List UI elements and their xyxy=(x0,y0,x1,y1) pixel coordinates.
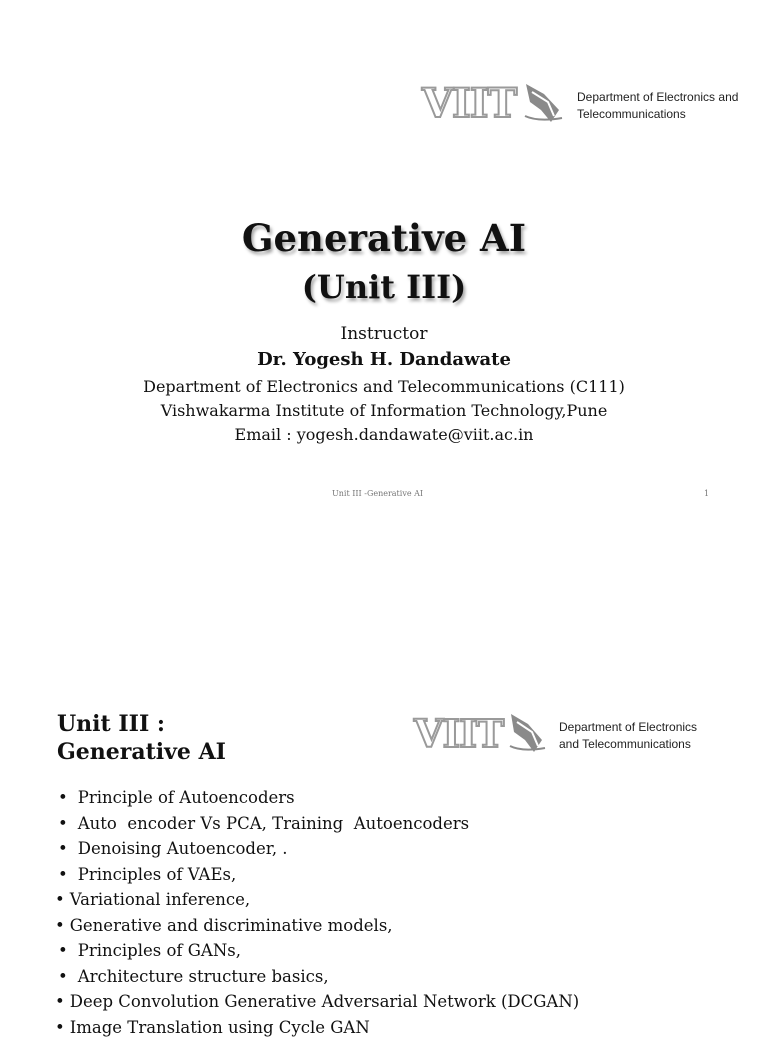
topic-text: Variational inference, xyxy=(70,890,250,909)
list-item xyxy=(55,1015,579,1040)
institute-text: Vishwakarma Institute of Information Technology,Pune xyxy=(0,401,768,420)
topic-text: Principles of VAEs, xyxy=(78,865,236,884)
topic-text: Denoising Autoencoder, . xyxy=(78,839,288,858)
topic-text: Principles of GANs, xyxy=(78,941,241,960)
logo-department-line1: Department of Electronics and xyxy=(577,89,747,106)
bullet: • xyxy=(58,964,68,990)
instructor-name: Dr. Yogesh H. Dandawate xyxy=(0,349,768,370)
logo-department-line2: Telecommunications xyxy=(577,106,747,123)
list-item xyxy=(55,964,579,990)
slide-title: Generative AI xyxy=(0,216,768,260)
unit-heading-line2: Generative AI xyxy=(57,738,226,766)
viit-logo xyxy=(414,710,699,758)
bullet: • xyxy=(58,938,68,964)
slide-footer: Unit III -Generative AI xyxy=(332,489,423,498)
bullet: • xyxy=(58,836,68,862)
topic-text: Principle of Autoencoders xyxy=(78,788,295,807)
logo-mark-text: VIIT xyxy=(413,711,504,756)
topics-slide xyxy=(0,690,768,1024)
logo-mark-text: VIIT xyxy=(421,80,517,127)
list-item xyxy=(55,836,579,862)
topic-text: Auto encoder Vs PCA, Training Autoencoders xyxy=(78,814,469,833)
topic-text: Image Translation using Cycle GAN xyxy=(70,1018,370,1037)
list-item xyxy=(55,989,579,1015)
bullet: • xyxy=(55,989,65,1015)
list-item xyxy=(55,862,579,888)
bullet: • xyxy=(55,913,65,939)
bullet: • xyxy=(58,811,68,837)
bullet: • xyxy=(58,785,68,811)
wing-icon xyxy=(510,714,545,752)
list-item xyxy=(55,938,579,964)
logo-department-line1: Department of Electronics xyxy=(559,719,699,736)
bullet: • xyxy=(55,1015,65,1040)
email-text: Email : yogesh.dandawate@viit.ac.in xyxy=(0,425,768,444)
bullet: • xyxy=(58,862,68,888)
unit-heading-line1: Unit III : xyxy=(57,710,226,738)
topic-text: Architecture structure basics, xyxy=(78,967,329,986)
topic-text: Deep Convolution Generative Adversarial Network (DCGAN) xyxy=(70,992,580,1011)
department-text: Department of Electronics and Telecommunications (C111) xyxy=(0,377,768,396)
topic-text: Generative and discriminative models, xyxy=(70,916,393,935)
logo-department-text xyxy=(577,89,747,123)
wing-icon xyxy=(525,84,562,122)
logo-department-line2: and Telecommunications xyxy=(559,736,699,753)
instructor-label: Instructor xyxy=(0,324,768,344)
logo-department-text xyxy=(559,719,699,753)
list-item xyxy=(55,811,579,837)
viit-logo xyxy=(422,80,747,128)
slide-subtitle: (Unit III) xyxy=(0,268,768,306)
viit-logo-icon xyxy=(414,710,549,758)
list-item xyxy=(55,913,579,939)
list-item xyxy=(55,887,579,913)
topic-list xyxy=(55,785,579,1040)
list-item xyxy=(55,785,579,811)
viit-logo-icon xyxy=(422,80,567,128)
bullet: • xyxy=(55,887,65,913)
unit-heading xyxy=(57,710,226,766)
page-number: 1 xyxy=(704,489,709,498)
